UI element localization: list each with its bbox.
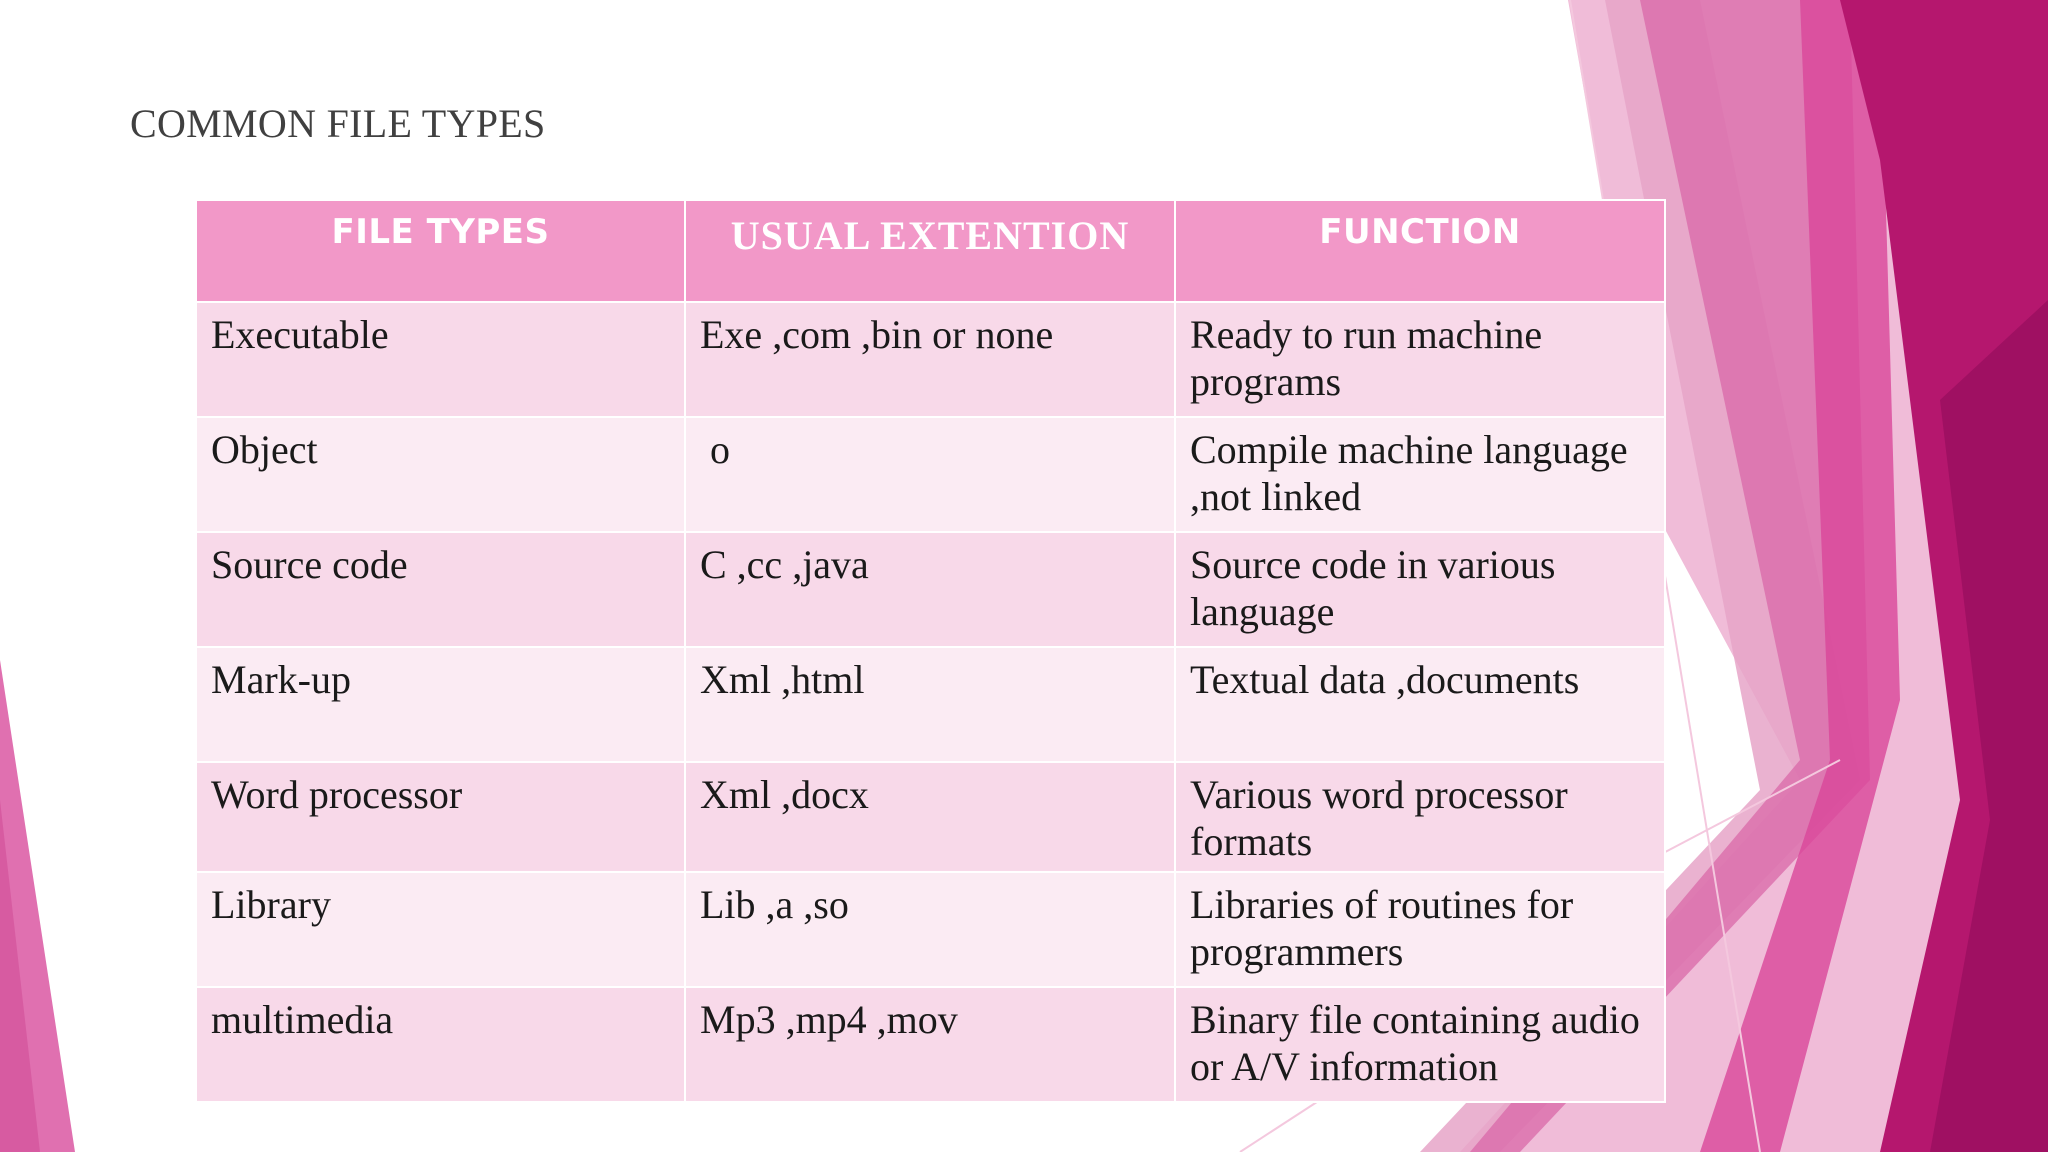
cell-file-type: multimedia <box>196 987 685 1102</box>
cell-extension: C ,cc ,java <box>685 532 1175 647</box>
table-row <box>196 302 1665 417</box>
table-row <box>196 417 1665 532</box>
header-function: FUNCTION <box>1175 200 1665 302</box>
cell-file-type: Executable <box>196 302 685 417</box>
table-row <box>196 532 1665 647</box>
bg-line <box>1240 1100 1320 1152</box>
cell-function: Textual data ,documents <box>1175 647 1665 762</box>
table-row <box>196 647 1665 762</box>
cell-file-type: Object <box>196 417 685 532</box>
file-types-table <box>195 199 1666 1103</box>
cell-file-type: Library <box>196 872 685 987</box>
cell-extension: o <box>685 417 1175 532</box>
cell-extension: Exe ,com ,bin or none <box>685 302 1175 417</box>
cell-function: Source code in various language <box>1175 532 1665 647</box>
cell-file-type: Source code <box>196 532 685 647</box>
cell-extension: Xml ,docx <box>685 762 1175 872</box>
table-row <box>196 987 1665 1102</box>
slide-title: COMMON FILE TYPES <box>130 101 546 146</box>
header-file-types: FILE TYPES <box>196 200 685 302</box>
header-usual-extension: USUAL EXTENTION <box>685 200 1175 302</box>
cell-function: Various word processor formats <box>1175 762 1665 872</box>
table-row <box>196 762 1665 872</box>
cell-extension: Mp3 ,mp4 ,mov <box>685 987 1175 1102</box>
table-row <box>196 872 1665 987</box>
cell-function: Libraries of routines for programmers <box>1175 872 1665 987</box>
cell-extension: Xml ,html <box>685 647 1175 762</box>
table-header-row <box>196 200 1665 302</box>
cell-function: Binary file containing audio or A/V information <box>1175 987 1665 1102</box>
cell-file-type: Word processor <box>196 762 685 872</box>
cell-file-type: Mark-up <box>196 647 685 762</box>
cell-extension: Lib ,a ,so <box>685 872 1175 987</box>
cell-function: Ready to run machine programs <box>1175 302 1665 417</box>
cell-function: Compile machine language ,not linked <box>1175 417 1665 532</box>
